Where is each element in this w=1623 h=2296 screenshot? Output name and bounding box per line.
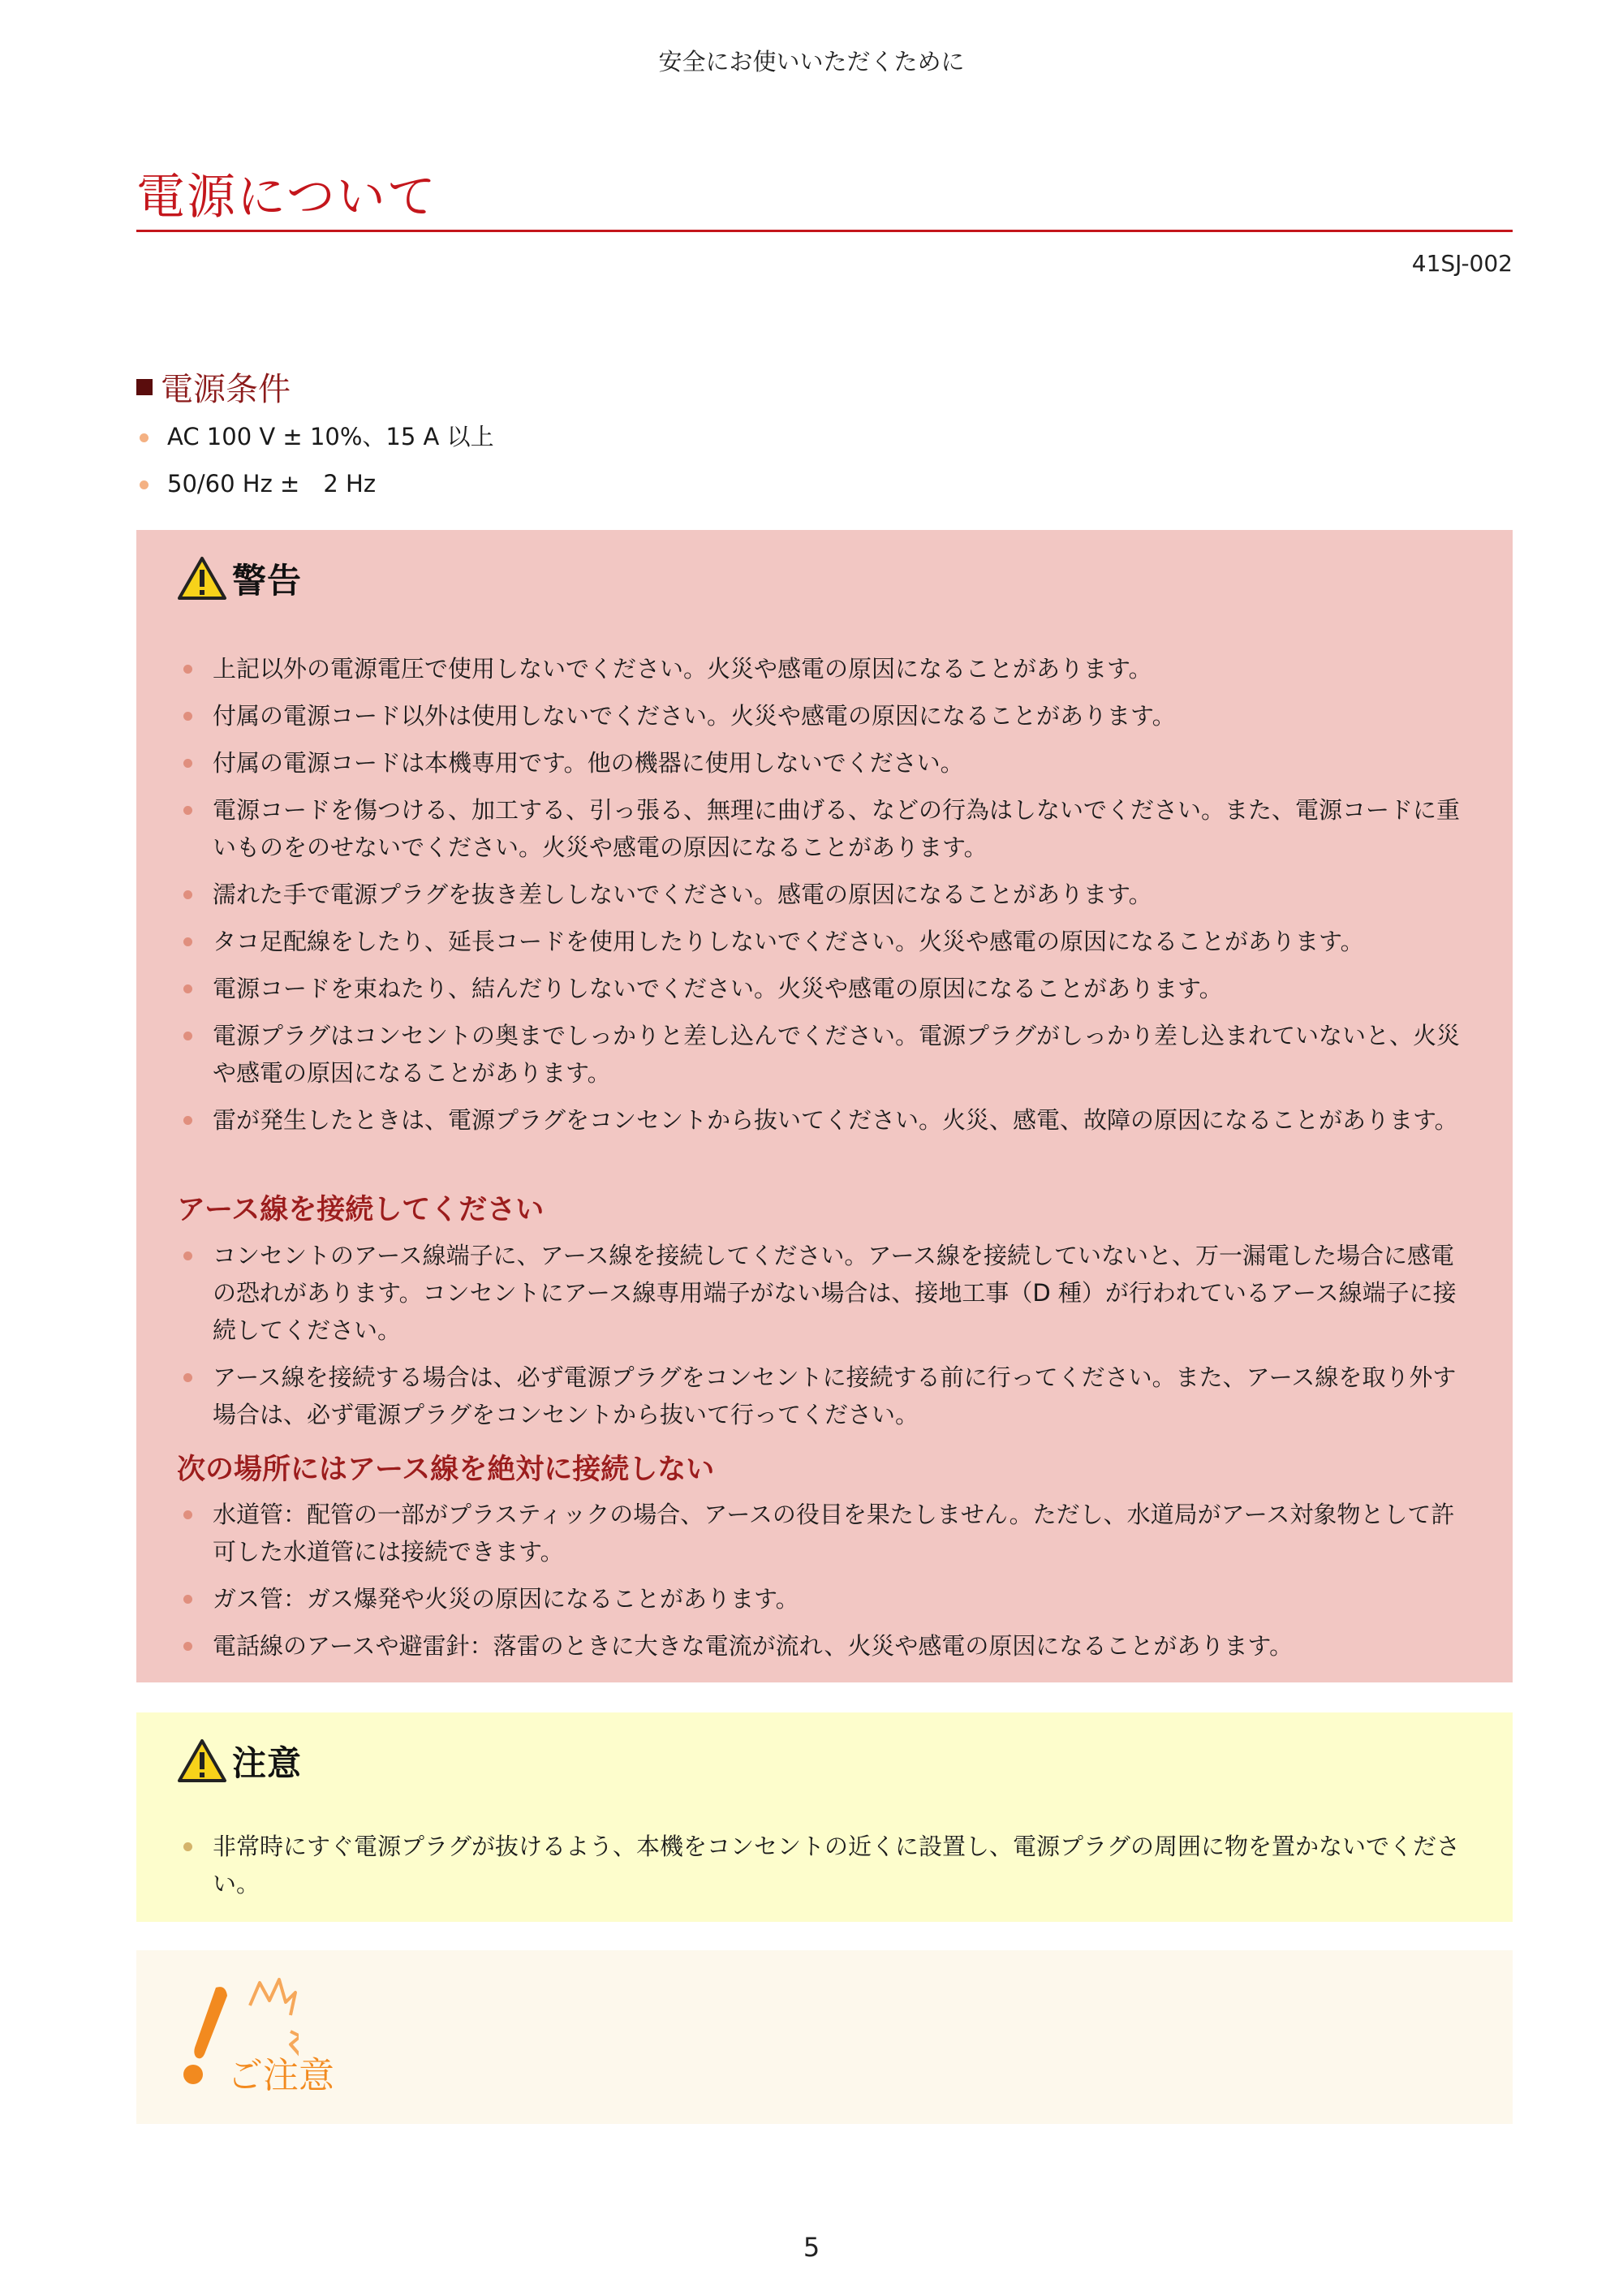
warning-item: 電源コードを束ねたり、結んだりしないでください。火災や感電の原因になることがあります。 bbox=[177, 970, 1472, 1007]
caution-box bbox=[136, 1712, 1513, 1922]
earth-heading: アース線を接続してください bbox=[177, 1194, 545, 1226]
page-title: 電源について bbox=[136, 169, 437, 226]
power-spec-item: 50/60 Hz ± 2 Hz bbox=[136, 465, 494, 512]
warning-item: 付属の電源コード以外は使用しないでください。火災や感電の原因になることがあります。 bbox=[177, 697, 1472, 734]
warning-list bbox=[177, 650, 1472, 1148]
notice-label: ご注意 bbox=[227, 2055, 334, 2096]
earth-list bbox=[177, 1237, 1472, 1443]
page-number: 5 bbox=[803, 2232, 820, 2263]
forbidden-item: ガス管：ガス爆発や火災の原因になることがあります。 bbox=[177, 1580, 1472, 1618]
forbidden-list bbox=[177, 1496, 1472, 1674]
warning-box bbox=[136, 530, 1513, 1682]
earth-item: アース線を接続する場合は、必ず電源プラグをコンセントに接続する前に行ってください。また、アース線を取り外す場合は、必ず電源プラグをコンセントから抜いて行ってください。 bbox=[177, 1359, 1472, 1433]
caution-item: 非常時にすぐ電源プラグが抜けるよう、本機をコンセントの近くに設置し、電源プラグの周囲に物を置かないでください。 bbox=[177, 1828, 1472, 1902]
caution-list bbox=[177, 1828, 1472, 1912]
warning-triangle-icon bbox=[177, 556, 227, 601]
warning-item: 濡れた手で電源プラグを抜き差ししないでください。感電の原因になることがあります。 bbox=[177, 876, 1472, 913]
caution-triangle-icon bbox=[177, 1738, 227, 1784]
forbidden-heading: 次の場所にはアース線を絶対に接続しない bbox=[177, 1454, 715, 1486]
warning-label: 警告 bbox=[232, 561, 303, 601]
notice-box bbox=[136, 1950, 1513, 2124]
caution-label: 注意 bbox=[232, 1743, 303, 1783]
warning-item: 付属の電源コードは本機専用です。他の機器に使用しないでください。 bbox=[177, 744, 1472, 782]
power-section-heading bbox=[136, 364, 291, 410]
warning-item: 上記以外の電源電圧で使用しないでください。火災や感電の原因になることがあります。 bbox=[177, 650, 1472, 687]
document-id: 41SJ-002 bbox=[1411, 250, 1513, 277]
forbidden-item: 水道管：配管の一部がプラスティックの場合、アースの役目を果たしません。ただし、水道局がアース対象物として許可した水道管には接続できます。 bbox=[177, 1496, 1472, 1570]
warning-item: タコ足配線をしたり、延長コードを使用したりしないでください。火災や感電の原因になることがあります。 bbox=[177, 923, 1472, 960]
warning-item: 電源プラグはコンセントの奥までしっかりと差し込んでください。電源プラグがしっかり差し込まれていないと、火災や感電の原因になることがあります。 bbox=[177, 1017, 1472, 1092]
square-bullet-icon bbox=[136, 379, 153, 395]
power-spec-list bbox=[136, 418, 494, 512]
warning-item: 雷が発生したときは、電源プラグをコンセントから抜いてください。火災、感電、故障の原因になることがあります。 bbox=[177, 1101, 1472, 1139]
forbidden-item: 電話線のアースや避雷針：落雷のときに大きな電流が流れ、火災や感電の原因になることがあります。 bbox=[177, 1627, 1472, 1665]
warning-header bbox=[177, 554, 302, 603]
power-spec-item: AC 100 V ± 10%、15 A 以上 bbox=[136, 418, 494, 465]
running-header: 安全にお使いいただくために bbox=[658, 48, 965, 75]
power-heading-text: 電源条件 bbox=[161, 371, 291, 408]
caution-header bbox=[177, 1737, 302, 1786]
earth-item: コンセントのアース線端子に、アース線を接続してください。アース線を接続していないと、万一漏電した場合に感電の恐れがあります。コンセントにアース線専用端子がない場合は、接地工事（D 種）が行われているアース線端子に接続してください。 bbox=[177, 1237, 1472, 1349]
warning-item: 電源コードを傷つける、加工する、引っ張る、無理に曲げる、などの行為はしないでください。また、電源コードに重いものをのせないでください。火災や感電の原因になることがあります。 bbox=[177, 791, 1472, 866]
title-underline bbox=[136, 230, 1513, 232]
